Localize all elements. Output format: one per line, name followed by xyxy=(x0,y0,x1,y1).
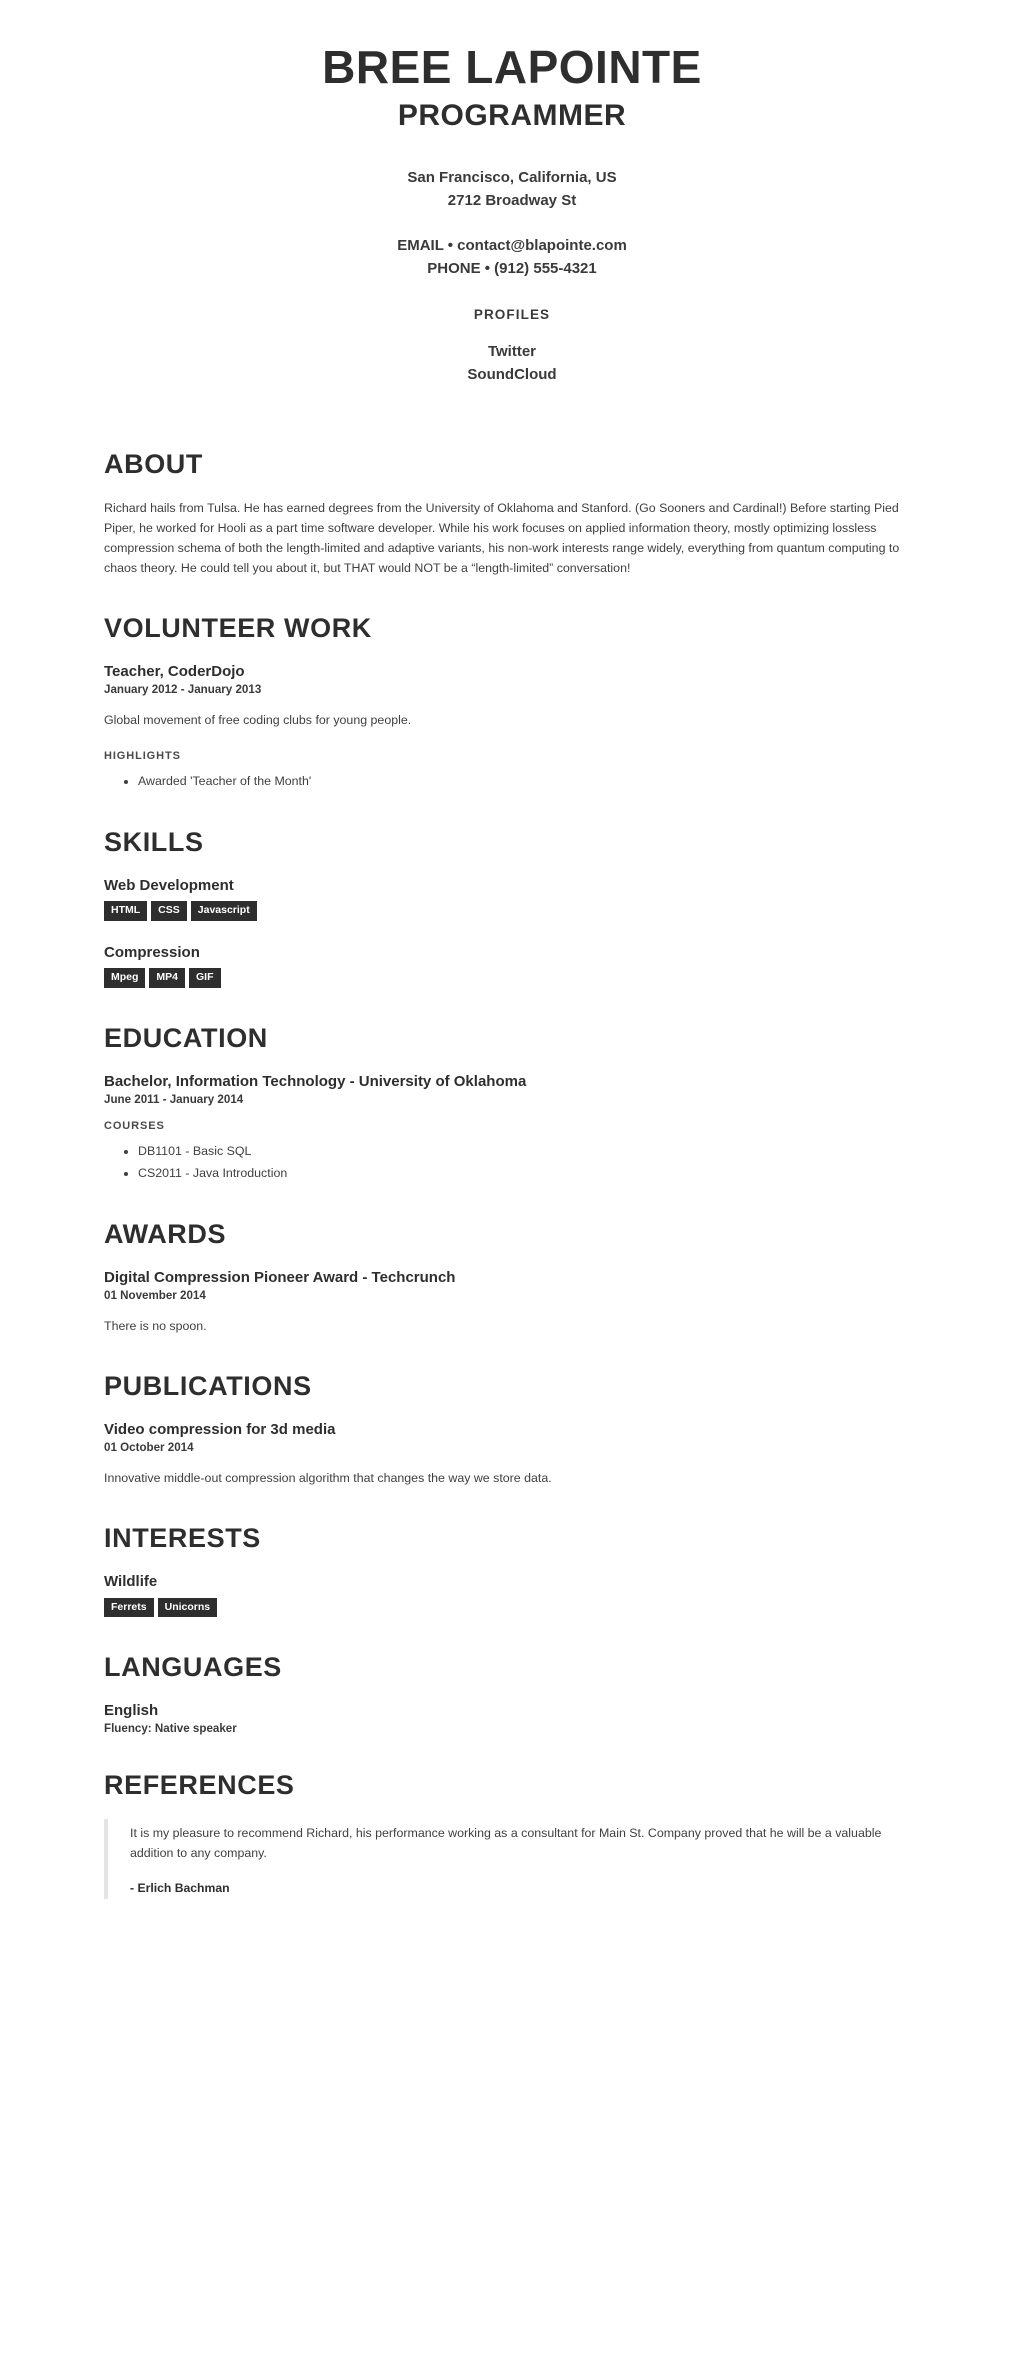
language-fluency: Fluency: Native speaker xyxy=(104,1722,237,1736)
section-interests xyxy=(104,1524,920,1617)
profile-link-twitter[interactable]: Twitter xyxy=(487,342,537,360)
list-item: • Awarded 'Teacher of the Month' xyxy=(138,772,920,792)
section-skills xyxy=(104,828,920,988)
section-title-publications: PUBLICATIONS xyxy=(104,1371,312,1402)
contact-location-block xyxy=(0,166,1024,213)
volunteer-highlights-list xyxy=(104,772,920,792)
section-title-interests: INTERESTS xyxy=(104,1523,261,1554)
skill-chip: CSS xyxy=(151,901,187,921)
contact-address: 2712 Broadway St xyxy=(447,191,577,209)
section-volunteer-work xyxy=(104,614,920,792)
section-references xyxy=(104,1771,920,1899)
volunteer-highlights-label: HIGHLIGHTS xyxy=(104,750,181,763)
skill-group-name: Web Development xyxy=(104,876,234,894)
profiles-label: PROFILES xyxy=(473,306,551,322)
candidate-role: PROGRAMMER xyxy=(397,98,627,132)
award-entry-title: Digital Compression Pioneer Award - Techcrunch xyxy=(104,1268,456,1286)
interest-group-name: Wildlife xyxy=(104,1573,158,1591)
skill-chip: HTML xyxy=(104,901,147,921)
interest-chip: Unicorns xyxy=(158,1598,218,1618)
section-education xyxy=(104,1024,920,1184)
contact-email[interactable]: EMAIL • contact@blapointe.com xyxy=(397,237,627,255)
reference-text: It is my pleasure to recommend Richard, his performance working as a consultant for Main St. Company proved that he will be a valuable addition to any company. xyxy=(130,1825,882,1861)
section-title-education: EDUCATION xyxy=(104,1022,268,1053)
skill-group-web-development xyxy=(104,876,920,921)
language-entry xyxy=(104,1701,920,1736)
volunteer-entry-title: Teacher, CoderDojo xyxy=(104,662,245,680)
contact-details-block xyxy=(0,234,1024,281)
publication-entry-description: Innovative middle-out compression algorithm that changes the way we store data. xyxy=(104,1471,552,1486)
list-item: • CS2011 - Java Introduction xyxy=(138,1164,920,1184)
skill-chip: Javascript xyxy=(191,901,257,921)
section-about xyxy=(104,450,920,578)
skill-chip: MP4 xyxy=(149,968,185,988)
profile-link-soundcloud[interactable]: SoundCloud xyxy=(467,365,557,383)
interest-chip: Ferrets xyxy=(104,1598,154,1618)
section-title-languages: LANGUAGES xyxy=(104,1652,282,1683)
resume-header xyxy=(0,0,1024,386)
skill-keyword-chips xyxy=(104,901,920,921)
interest-group-wildlife xyxy=(104,1572,920,1617)
section-title-awards: AWARDS xyxy=(104,1218,227,1249)
language-name: English xyxy=(104,1701,159,1719)
publication-entry-title: Video compression for 3d media xyxy=(104,1420,336,1438)
education-entry-date: June 2011 - January 2014 xyxy=(104,1093,244,1107)
resume-content xyxy=(0,396,1024,1965)
section-awards xyxy=(104,1220,920,1336)
award-entry-description: There is no spoon. xyxy=(104,1319,207,1334)
education-entry-title: Bachelor, Information Technology - University of Oklahoma xyxy=(104,1072,527,1090)
section-title-references: REFERENCES xyxy=(104,1770,295,1801)
profiles-list xyxy=(0,340,1024,387)
skill-group-compression xyxy=(104,943,920,988)
volunteer-entry xyxy=(104,662,920,792)
contact-phone: PHONE • (912) 555-4321 xyxy=(427,260,597,278)
candidate-name: BREE LAPOINTE xyxy=(322,41,702,93)
award-entry-date: 01 November 2014 xyxy=(104,1289,206,1303)
section-title-about: ABOUT xyxy=(104,449,203,480)
publication-entry-date: 01 October 2014 xyxy=(104,1441,194,1455)
skill-keyword-chips xyxy=(104,968,920,988)
list-item: • DB1101 - Basic SQL xyxy=(138,1142,920,1162)
section-languages xyxy=(104,1653,920,1735)
section-title-volunteer-work: VOLUNTEER WORK xyxy=(104,613,372,644)
interest-keyword-chips xyxy=(104,1598,920,1618)
reference-quote xyxy=(104,1819,920,1899)
publication-entry xyxy=(104,1420,920,1489)
reference-author: - Erlich Bachman xyxy=(130,1881,230,1896)
section-publications xyxy=(104,1372,920,1488)
about-text: Richard hails from Tulsa. He has earned degrees from the University of Oklahoma and Stanford. (Go Sooners and Cardinal!) Before starting Pied Piper, he worked for Hooli as a part time software developer. While his work focuses on applied information theory, mostly optimizing lossless compression schema of both the length-limited and adaptive variants, his non-work interests range widely, everything from quantum computing to chaos theory. He could tell you about it, but THAT would NOT be a “length-limited” conversation! xyxy=(104,500,900,576)
skill-chip: GIF xyxy=(189,968,221,988)
volunteer-entry-date: January 2012 - January 2013 xyxy=(104,683,262,697)
skill-group-name: Compression xyxy=(104,943,200,961)
section-title-skills: SKILLS xyxy=(104,827,204,858)
award-entry xyxy=(104,1268,920,1337)
skill-chip: Mpeg xyxy=(104,968,145,988)
contact-location: San Francisco, California, US xyxy=(407,168,617,186)
education-entry xyxy=(104,1072,920,1184)
volunteer-entry-description: Global movement of free coding clubs for young people. xyxy=(104,713,412,728)
education-courses-label: COURSES xyxy=(104,1120,165,1133)
education-courses-list xyxy=(104,1142,920,1184)
